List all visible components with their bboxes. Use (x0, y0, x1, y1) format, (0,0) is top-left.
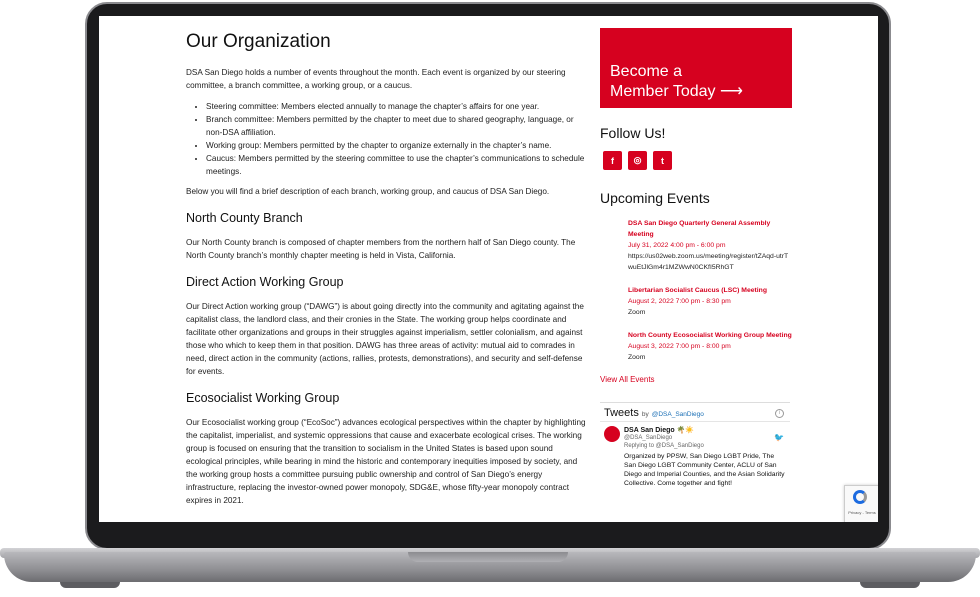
timeline-header (600, 403, 790, 422)
event-title-link[interactable]: Libertarian Socialist Caucus (LSC) Meeting (628, 287, 767, 294)
event-date: August 2, 2022 7:00 pm - 8:30 pm (628, 298, 731, 305)
recaptcha-icon (853, 490, 867, 504)
cta-line-1: Become a (610, 63, 683, 80)
event-title-link[interactable]: North County Ecosocialist Working Group Meeting (628, 332, 792, 339)
recaptcha-badge[interactable] (844, 485, 878, 522)
committee-list (186, 100, 586, 178)
tweet-account-name[interactable]: DSA San Diego 🌴☀️ (624, 427, 695, 434)
tweet-content (624, 426, 786, 488)
main-content (186, 30, 586, 515)
sidebar (600, 28, 792, 513)
section-body-ecosocialist: Our Ecosocialist working group (“EcoSoc”) advances ecological perspectives within the chapter by highlighting the capitalist, imperialist, and systemic oppressions that cause and exacerbate ecological crises. The working group is focused on ensuring that the transition to socialism in the United States is based upon sound ecological principles, while bearing in mind the historic and contemporary inequities imposed by society, and the working group hosts a committee pursuing public ownership and control of San Diego’s energy infrastructure, replacing the investor-owned power monopoly, SDG&E, whose fifty-year monopoly contract expires in 2021. (186, 418, 586, 505)
section-heading-direct-action: Direct Action Working Group (186, 275, 344, 289)
tweet-text: Organized by PPSW, San Diego LGBT Pride, The San Diego LGBT Community Center, ACLU of San Diego and Imperial Counties, and the Asian Solidarity Collective. Come together and fight! (624, 453, 785, 487)
laptop-foot-right (860, 582, 920, 588)
avatar[interactable] (604, 426, 620, 442)
event-item (628, 285, 792, 318)
info-icon[interactable]: i (775, 409, 784, 418)
events-list (600, 218, 792, 363)
event-location: Zoom (628, 354, 646, 361)
event-location: https://us02web.zoom.us/meeting/register/tZAqd-utrTwuEtJlGm4r1MZWwN0CKfI5RhGT (628, 253, 789, 271)
event-item (628, 330, 792, 363)
browser-viewport (99, 16, 878, 522)
cta-line-2: Member Today ⟶ (610, 83, 743, 100)
event-location: Zoom (628, 309, 646, 316)
instagram-icon[interactable]: ◎ (628, 151, 647, 170)
twitter-icon[interactable]: t (653, 151, 672, 170)
section-heading-north-county: North County Branch (186, 211, 303, 225)
laptop-chin (99, 522, 878, 540)
laptop-foot-left (60, 582, 120, 588)
event-date: July 31, 2022 4:00 pm - 6:00 pm (628, 242, 726, 249)
become-member-button[interactable] (600, 28, 792, 108)
tweet-reply-to: Replying to @DSA_SanDiego (624, 443, 704, 449)
laptop-notch (408, 552, 568, 562)
section-heading-ecosocialist: Ecosocialist Working Group (186, 391, 340, 405)
list-item: • Caucus: Members permitted by the steering committee to use the chapter’s communications to schedule meetings. (206, 152, 586, 178)
tweet (600, 422, 790, 492)
below-paragraph: Below you will find a brief description of each branch, working group, and caucus of DSA San Diego. (186, 187, 550, 196)
twitter-bird-icon[interactable]: 🐦 (774, 433, 784, 442)
page-title: Our Organization (186, 31, 331, 52)
social-links (603, 151, 792, 170)
twitter-timeline (600, 402, 790, 513)
event-date: August 3, 2022 7:00 pm - 8:00 pm (628, 343, 731, 350)
list-item: • Steering committee: Members elected annually to manage the chapter’s affairs for one year. (206, 100, 586, 113)
list-item: • Branch committee: Members permitted by the chapter to meet due to shared geography, language, or non-DSA affiliation. (206, 113, 586, 139)
recaptcha-text: Privacy - Terms (848, 510, 876, 515)
section-body-direct-action: Our Direct Action working group (“DAWG”) is about going directly into the community and agitating against the capitalist class, the landlord class, and their cronies in the State. The working group helps coordinate and facilitate other organizations and groups in their struggles against imperialism, settler colonialism, and against those who which to keep them in that position. DAWG has three areas of activity: mutual aid to comrades in need, direct action in the community (actions, rallies, protests, demonstrations), and security and self-defense for events. (186, 302, 584, 376)
intro-paragraph: DSA San Diego holds a number of events throughout the month. Each event is organized by our steering committee, a branch committee, a working group, or a caucus. (186, 68, 566, 90)
tweet-account-handle: @DSA_SanDiego (624, 435, 673, 441)
event-title-link[interactable]: DSA San Diego Quarterly General Assembly Meeting (628, 220, 771, 238)
event-item (628, 218, 792, 273)
facebook-icon[interactable]: f (603, 151, 622, 170)
view-all-events-link[interactable]: View All Events (600, 375, 655, 384)
list-item: • Working group: Members permitted by the chapter to organize externally in the chapter’s name. (206, 139, 586, 152)
section-body-north-county: Our North County branch is composed of chapter members from the northern half of San Diego county. The North County branch’s monthly chapter meeting is held in Vista, California. (186, 238, 576, 260)
events-heading: Upcoming Events (600, 190, 710, 206)
tweets-label: Tweets (604, 407, 639, 419)
tweets-handle-link[interactable]: @DSA_SanDiego (651, 411, 704, 418)
follow-heading: Follow Us! (600, 125, 666, 141)
tweets-by: by (641, 411, 649, 418)
